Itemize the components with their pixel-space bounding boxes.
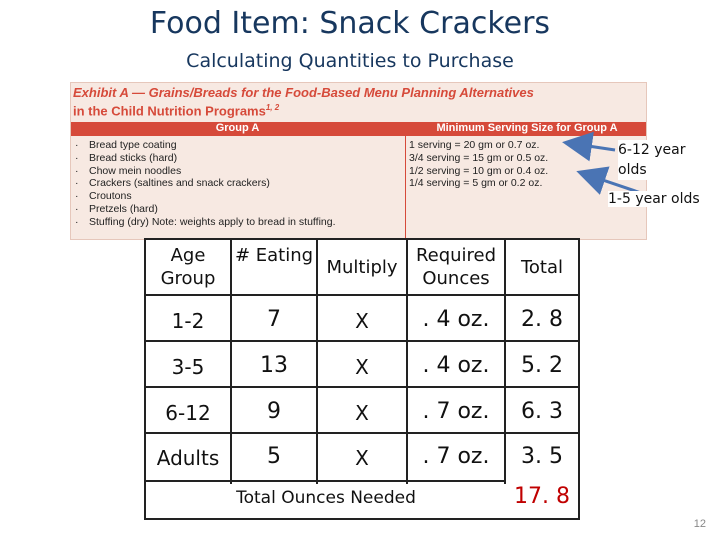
cell-age: 6-12 (165, 401, 211, 425)
cell-age: 3-5 (171, 355, 205, 379)
cell-total: 5. 2 (521, 353, 563, 378)
cell-total: 2. 8 (521, 307, 563, 332)
exhibit-size: 3/4 serving = 15 gm or 0.5 oz. (409, 151, 549, 164)
total-ounces-value: 17. 8 (514, 484, 570, 509)
exhibit-item: · Bread sticks (hard) (75, 152, 336, 165)
cell-multiply: X (355, 401, 369, 425)
cell-ounces: . 7 oz. (422, 399, 490, 424)
cell-eating: 7 (267, 307, 281, 332)
cell-total: 3. 5 (521, 444, 563, 469)
exhibit-item: · Croutons (75, 190, 336, 203)
cell-ounces: . 4 oz. (422, 307, 490, 332)
header-multiply: Multiply (326, 257, 398, 278)
exhibit-size: 1 serving = 20 gm or 0.7 oz. (409, 139, 540, 151)
table-divider (146, 340, 578, 342)
exhibit-item: · Stuffing (dry) Note: weights apply to bread in stuffing. (75, 216, 336, 229)
callout-1-5: 1-5 year olds (608, 191, 718, 207)
cell-multiply: X (355, 309, 369, 333)
cell-age: 1-2 (171, 309, 205, 333)
slide-title: Food Item: Snack Crackers (149, 6, 551, 41)
exhibit-item: · Pretzels (hard) (75, 203, 336, 216)
cell-total: 6. 3 (521, 399, 563, 424)
exhibit-col-min: Minimum Serving Size for Group A (436, 122, 618, 134)
page-number: 12 (693, 518, 706, 530)
cell-ounces: . 7 oz. (422, 444, 490, 469)
exhibit-size: 1/4 serving = 5 gm or 0.2 oz. (409, 177, 543, 190)
table-divider (146, 294, 578, 296)
cell-eating: 9 (267, 399, 281, 424)
table-divider (146, 386, 578, 388)
table-divider (146, 432, 578, 434)
exhibit-col-group: Group A (215, 122, 260, 134)
exhibit-size: 1/2 serving = 10 gm or 0.4 oz. (409, 164, 549, 177)
header-age-group: Age Group (160, 245, 216, 289)
exhibit-heading-sup: 1, 2 (265, 103, 280, 112)
slide-subtitle: Calculating Quantities to Purchase (186, 50, 514, 72)
exhibit-heading-line1: Exhibit A — Grains/Breads for the Food-Based Menu Planning Alternatives (73, 85, 534, 100)
callout-6-12: 6-12 year olds (618, 140, 708, 180)
table-divider (146, 480, 504, 482)
header-required-ounces: Required Ounces (415, 245, 497, 289)
cell-multiply: X (355, 355, 369, 379)
cell-ounces: . 4 oz. (422, 353, 490, 378)
exhibit-item: · Chow mein noodles (75, 165, 336, 178)
cell-multiply: X (355, 446, 369, 470)
cell-eating: 5 (267, 444, 281, 469)
quantity-table (144, 238, 580, 520)
header-eating: # Eating (234, 245, 314, 266)
total-ounces-label: Total Ounces Needed (236, 488, 416, 508)
exhibit-item: · Crackers (saltines and snack crackers) (75, 177, 336, 190)
cell-age: Adults (156, 446, 220, 470)
cell-eating: 13 (260, 353, 288, 378)
arrow-6-12-icon (568, 143, 615, 150)
exhibit-item: · Bread type coating (75, 139, 336, 152)
header-total: Total (520, 257, 564, 278)
exhibit-heading-line2: in the Child Nutrition Programs (73, 103, 266, 119)
